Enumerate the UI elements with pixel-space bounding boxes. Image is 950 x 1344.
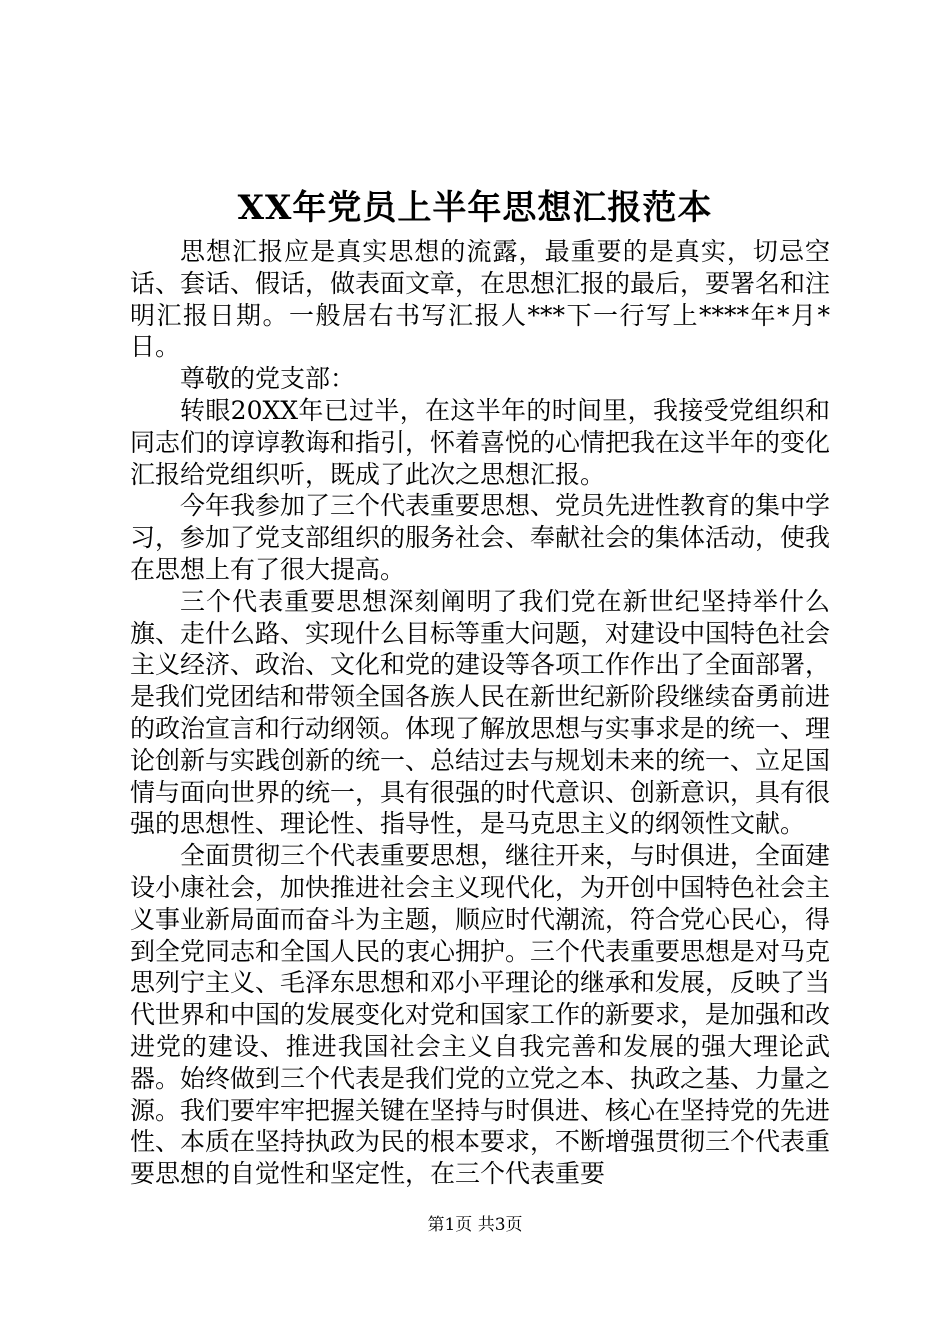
document-body — [130, 236, 830, 1190]
paragraph-4: 全面贯彻三个代表重要思想，继往开来，与时俱进，全面建设小康社会，加快推进社会主义现代化，为开创中国特色社会主义事业新局面而奋斗为主题，顺应时代潮流，符合党心民心，得到全党同志和全国人民的衷心拥护。三个代表重要思想是对马克思列宁主义、毛泽东思想和邓小平理论的继承和发展，反映了当代世界和中国的发展变化对党和国家工作的新要求，是加强和改进党的建设、推进我国社会主义自我完善和发展的强大理论武器。始终做到三个代表是我们党的立党之本、执政之基、力量之源。我们要牢牢把握关键在坚持与时俱进、核心在坚持党的先进性、本质在坚持执政为民的根本要求，不断增强贯彻三个代表重要思想的自觉性和坚定性，在三个代表重要 — [130, 841, 831, 1189]
page-number-footer: 第1页 共3页 — [427, 1215, 523, 1235]
paragraph-salutation: 尊敬的党支部： — [180, 364, 356, 394]
paragraph-1: 转眼20XX年已过半，在这半年的时间里，我接受党组织和同志们的谆谆教诲和指引，怀着喜悦的心情把我在这半年的变化汇报给党组织听，既成了此次之思想汇报。 — [130, 395, 831, 489]
paragraph-intro: 思想汇报应是真实思想的流露，最重要的是真实，切忌空话、套话、假话，做表面文章，在思想汇报的最后，要署名和注明汇报日期。一般居右书写汇报人***下一行写上****年*月*日。 — [130, 237, 831, 362]
paragraph-3: 三个代表重要思想深刻阐明了我们党在新世纪坚持举什么旗、走什么路、实现什么目标等重大问题，对建设中国特色社会主义经济、政治、文化和党的建设等各项工作作出了全面部署，是我们党团结和带领全国各族人民在新世纪新阶段继续奋勇前进的政治宣言和行动纲领。体现了解放思想与实事求是的统一、理论创新与实践创新的统一、总结过去与规划未来的统一、立足国情与面向世界的统一，具有很强的时代意识、创新意识，具有很强的思想性、理论性、指导性，是马克思主义的纲领性文献。 — [130, 586, 831, 839]
paragraph-2: 今年我参加了三个代表重要思想、党员先进性教育的集中学习，参加了党支部组织的服务社会、奉献社会的集体活动，使我在思想上有了很大提高。 — [130, 491, 831, 584]
document-title: XX年党员上半年思想汇报范本 — [237, 188, 713, 228]
